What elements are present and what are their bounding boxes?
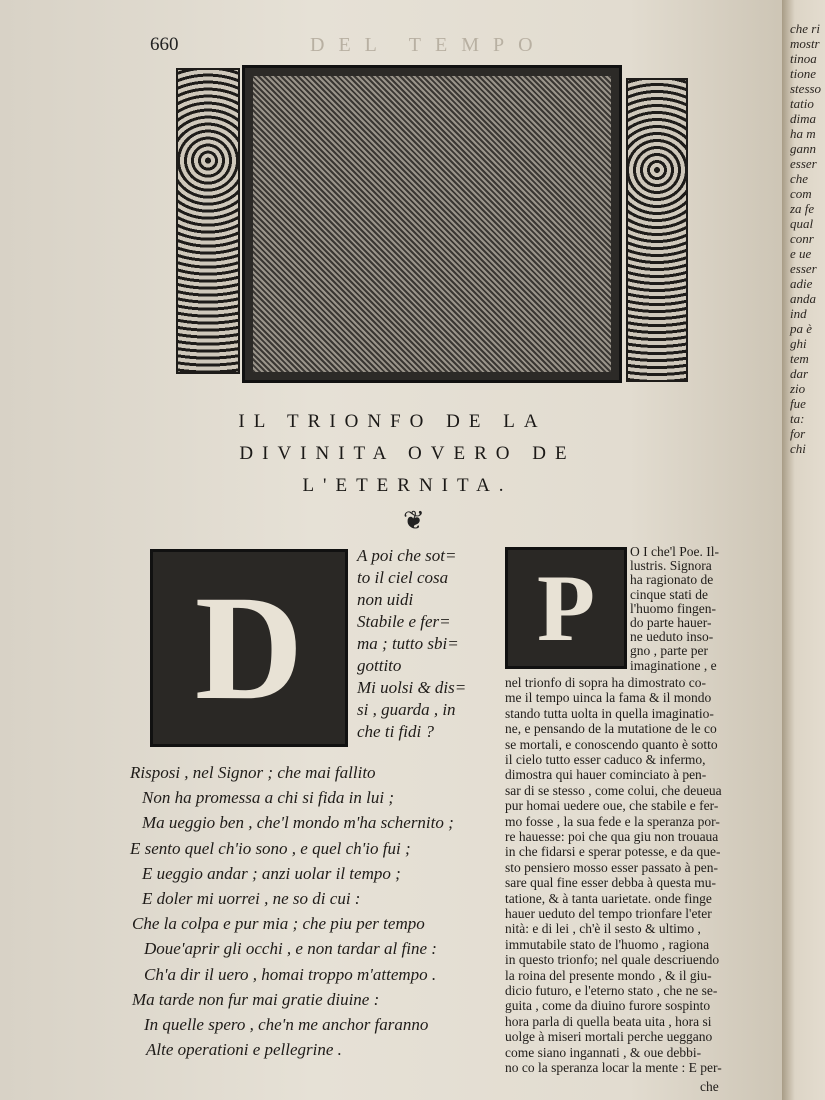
- facing-page-fragment: qual: [790, 216, 814, 231]
- facing-page-fragment: adie: [790, 276, 813, 291]
- commentary-line: O I che'l Poe. Il-: [630, 544, 720, 559]
- woodcut-illustration-trinity: [242, 65, 622, 383]
- poem-line: Che la colpa e pur mia ; che piu per tempo: [132, 914, 425, 934]
- commentary-line: mo fosse , la sua fede e la speranza por-: [505, 813, 720, 829]
- facing-page-fragment: fue: [790, 396, 806, 411]
- drop-cap-d: D: [150, 549, 348, 747]
- title-line-1: IL TRIONFO DE LA: [238, 411, 547, 432]
- facing-page-fragment: conr: [790, 231, 814, 246]
- poem-line: Doue'aprir gli occhi , e non tardar al fine :: [144, 939, 437, 959]
- commentary-line: nel trionfo di sopra ha dimostrato co-: [505, 675, 706, 690]
- commentary-line: nità: e di lei , ch'è il sesto & ultimo ,: [505, 921, 701, 937]
- facing-page-fragment: tinoa: [790, 51, 817, 66]
- facing-page-fragment: che ri: [790, 21, 820, 36]
- commentary-line: in questo trionfo; nel quale descriuendo: [505, 952, 720, 968]
- commentary-line: sar di se stesso , come colui, che deueua: [505, 782, 722, 798]
- commentary-line: il cielo tutto esser caduco & infermo,: [505, 752, 706, 767]
- commentary-line: lustris. Signora: [630, 558, 712, 574]
- poem-line: Non ha promessa a chi si fida in lui ;: [142, 788, 395, 808]
- facing-page-fragment: esser: [790, 156, 817, 171]
- poem-line: A poi che sot=: [357, 546, 457, 565]
- commentary-line: dimostra qui hauer cominciato à pen-: [505, 767, 707, 783]
- commentary-line: guita , come da diuino furore sospinto: [505, 998, 711, 1014]
- poem-line: Ma tarde non fur mai gratie diuine :: [132, 989, 380, 1009]
- poem-line: Mi uolsi & dis=: [357, 678, 467, 697]
- commentary-line: me il tempo uinca la fama & il mondo: [505, 690, 712, 706]
- poem-line: Ma ueggio ben , che'l mondo m'ha schernito ;: [142, 813, 454, 833]
- running-head: DEL TEMPO: [310, 34, 547, 56]
- poem-line: In quelle spero , che'n me anchor faranno: [144, 1015, 429, 1034]
- drop-cap-p: P: [505, 547, 627, 669]
- poem-line: gottito: [357, 656, 402, 675]
- poem-line: si , guarda , in: [357, 700, 456, 719]
- commentary-line: re hauesse: poi che qua giu non trouaua: [505, 829, 719, 844]
- poem-line: Stabile e fer=: [357, 612, 451, 631]
- ornamental-border-right: [626, 78, 688, 382]
- facing-page-fragment: tione: [790, 66, 816, 81]
- facing-page-fragment: com: [790, 186, 812, 201]
- fleuron-ornament: ❦: [403, 506, 425, 535]
- facing-page-fragment: ghi: [790, 336, 807, 351]
- facing-page-fragment: anda: [790, 291, 816, 306]
- commentary-line: no co la speranza locar la mente : E per-: [505, 1060, 722, 1075]
- commentary-line: ne, e pensando de la mutatione de le co: [505, 721, 717, 737]
- poem-line: non uidi: [357, 590, 414, 609]
- facing-page-fragment: stesso: [790, 81, 822, 96]
- facing-page-fragment: za fe: [790, 201, 815, 216]
- commentary-line: la roina del presente mondo , & il giu-: [505, 967, 712, 983]
- poem-line: E doler mi uorrei , ne so di cui :: [142, 889, 361, 908]
- facing-page-fragment: ta:: [790, 411, 805, 426]
- commentary-line: sare qual fine esser debba à questa mu-: [505, 875, 717, 891]
- poem-line: Risposi , nel Signor ; che mai fallito: [130, 763, 376, 782]
- facing-page-fragment: pa è: [790, 321, 813, 336]
- commentary-line: tatione, & à tanta uarietate. onde finge: [505, 890, 712, 906]
- commentary-line: uolge à miseri mortali perche ueggano: [505, 1029, 713, 1045]
- facing-page-fragment: for: [790, 426, 806, 441]
- facing-page-fragment: e ue: [790, 246, 812, 261]
- title-line-2: DIVINITA OVERO DE: [239, 443, 576, 464]
- commentary-line: stando tutta uolta in quella imaginatio-: [505, 705, 714, 721]
- commentary-line: pur homai uedere oue, che stabile e fer-: [505, 798, 719, 814]
- poem-line: Ch'a dir il uero , homai troppo m'attempo .: [144, 964, 437, 984]
- commentary-line: do parte hauer-: [630, 615, 712, 630]
- commentary-line: sto pensiero mosso esser passato à pen-: [505, 859, 718, 875]
- facing-page-fragment: ha m: [790, 126, 816, 141]
- facing-page-fragment: gann: [790, 141, 816, 156]
- commentary-line: dicio futuro, e l'eterno stato , che ne se-: [505, 983, 718, 998]
- facing-page-edge: [782, 0, 825, 1100]
- facing-page-fragment: chi: [790, 441, 806, 456]
- commentary-line: hauer ueduto del tempo trionfare l'eter: [505, 906, 712, 921]
- page-number: 660: [150, 34, 179, 55]
- facing-page-fragment: zio: [790, 381, 806, 396]
- ornamental-border-left: [176, 68, 240, 374]
- poem-line: che ti fidi ?: [357, 722, 434, 741]
- commentary-line: ne ueduto inso-: [630, 629, 714, 645]
- facing-page-fragment: tatio: [790, 96, 814, 111]
- poem-line: E ueggio andar ; anzi uolar il tempo ;: [142, 863, 401, 883]
- poem-line: Alte operationi e pellegrine .: [146, 1040, 342, 1060]
- commentary-line: se mortali, e conoscendo quanto è sotto: [505, 736, 718, 752]
- facing-page-fragment: dima: [790, 111, 816, 126]
- facing-page-fragment: tem: [790, 351, 809, 366]
- poem-line: ma ; tutto sbi=: [357, 634, 459, 653]
- commentary-line: come siano ingannati , & oue debbi-: [505, 1044, 702, 1060]
- title-line-3: L'ETERNITA.: [302, 475, 513, 496]
- facing-page-fragment: dar: [790, 366, 809, 381]
- poem-line: E sento quel ch'io sono , e quel ch'io fui ;: [130, 838, 411, 858]
- commentary-line: gno , parte per: [630, 643, 708, 659]
- commentary-line: immutabile stato de l'huomo , ragiona: [505, 936, 710, 952]
- facing-page-fragment: esser: [790, 261, 817, 276]
- commentary-line: ha ragionato de: [630, 572, 714, 588]
- commentary-line: imaginatione , e: [630, 657, 717, 673]
- commentary-line: in che fidarsi e sperar potesse, e da que-: [505, 844, 721, 860]
- catchword: che: [700, 1079, 719, 1094]
- commentary-line: cinque stati de: [630, 586, 708, 602]
- commentary-line: l'huomo fingen-: [630, 600, 717, 616]
- facing-page-fragment: mostr: [790, 36, 820, 51]
- facing-page-fragment: che: [790, 171, 809, 186]
- facing-page-fragment: ind: [790, 306, 807, 321]
- commentary-line: hora parla di quella beata uita , hora si: [505, 1013, 712, 1029]
- poem-line: to il ciel cosa: [357, 568, 449, 587]
